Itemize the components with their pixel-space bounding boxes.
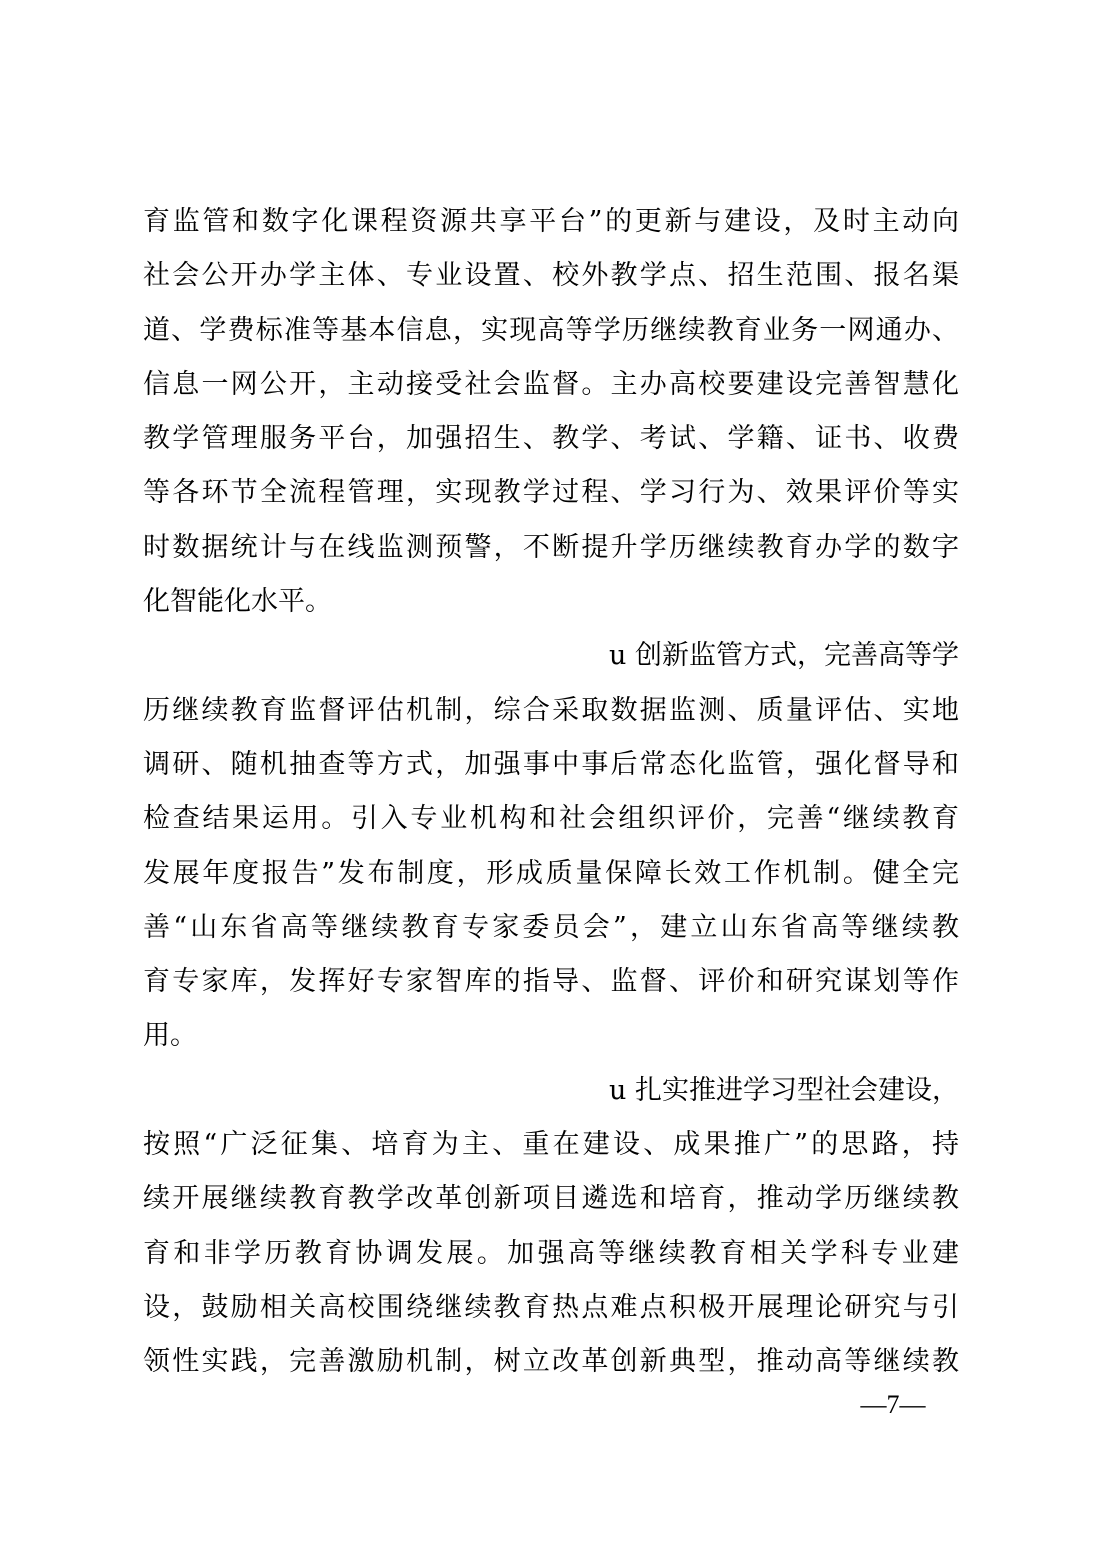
text-line: 续开展继续教育教学改革创新项目遴选和培育，推动学历继续教 [143, 1183, 959, 1215]
text-line: 善“山东省高等继续教育专家委员会”，建立山东省高等继续教 [143, 911, 959, 943]
body-text [143, 195, 959, 1390]
text-line: 信息一网公开，主动接受社会监督。主办高校要建设完善智慧化 [143, 368, 959, 400]
text-line: 教学管理服务平台，加强招生、教学、考试、学籍、证书、收费 [143, 423, 959, 455]
text-line: 育和非学历教育协调发展。加强高等继续教育相关学科专业建 [143, 1237, 959, 1269]
text-line: 道、学费标准等基本信息，实现高等学历继续教育业务一网通办、 [143, 314, 959, 346]
text-line: 历继续教育监督评估机制，综合采取数据监测、质量评估、实地 [143, 694, 959, 726]
text-line: 育监管和数字化课程资源共享平台”的更新与建设，及时主动向 [143, 206, 959, 237]
text-line: 检查结果运用。引入专业机构和社会组织评价，完善“继续教育 [143, 803, 959, 835]
section-heading-line: u 创新监管方式，完善高等学 [609, 640, 959, 672]
text-line: 社会公开办学主体、专业设置、校外教学点、招生范围、报名渠 [143, 260, 959, 292]
section-heading-line: u 扎实推进学习型社会建设， [609, 1074, 959, 1106]
text-line: 发展年度报告”发布制度，形成质量保障长效工作机制。健全完 [143, 857, 959, 889]
text-line: 育专家库，发挥好专家智库的指导、监督、评价和研究谋划等作 [143, 966, 959, 998]
text-line: 用。 [143, 1020, 197, 1052]
text-line: 按照“广泛征集、培育为主、重在建设、成果推广”的思路，持 [143, 1129, 959, 1161]
text-line: 时数据统计与在线监测预警，不断提升学历继续教育办学的数字 [143, 531, 959, 563]
text-line: 领性实践，完善激励机制，树立改革创新典型，推动高等继续教 [143, 1346, 959, 1378]
text-line: 调研、随机抽查等方式，加强事中事后常态化监管，强化督导和 [143, 748, 959, 780]
text-line: 化智能化水平。 [143, 586, 332, 618]
text-line: 设，鼓励相关高校围绕继续教育热点难点积极开展理论研究与引 [143, 1291, 959, 1323]
text-line: 等各环节全流程管理，实现教学过程、学习行为、效果评价等实 [143, 477, 959, 509]
page-number: —7— [860, 1390, 926, 1419]
